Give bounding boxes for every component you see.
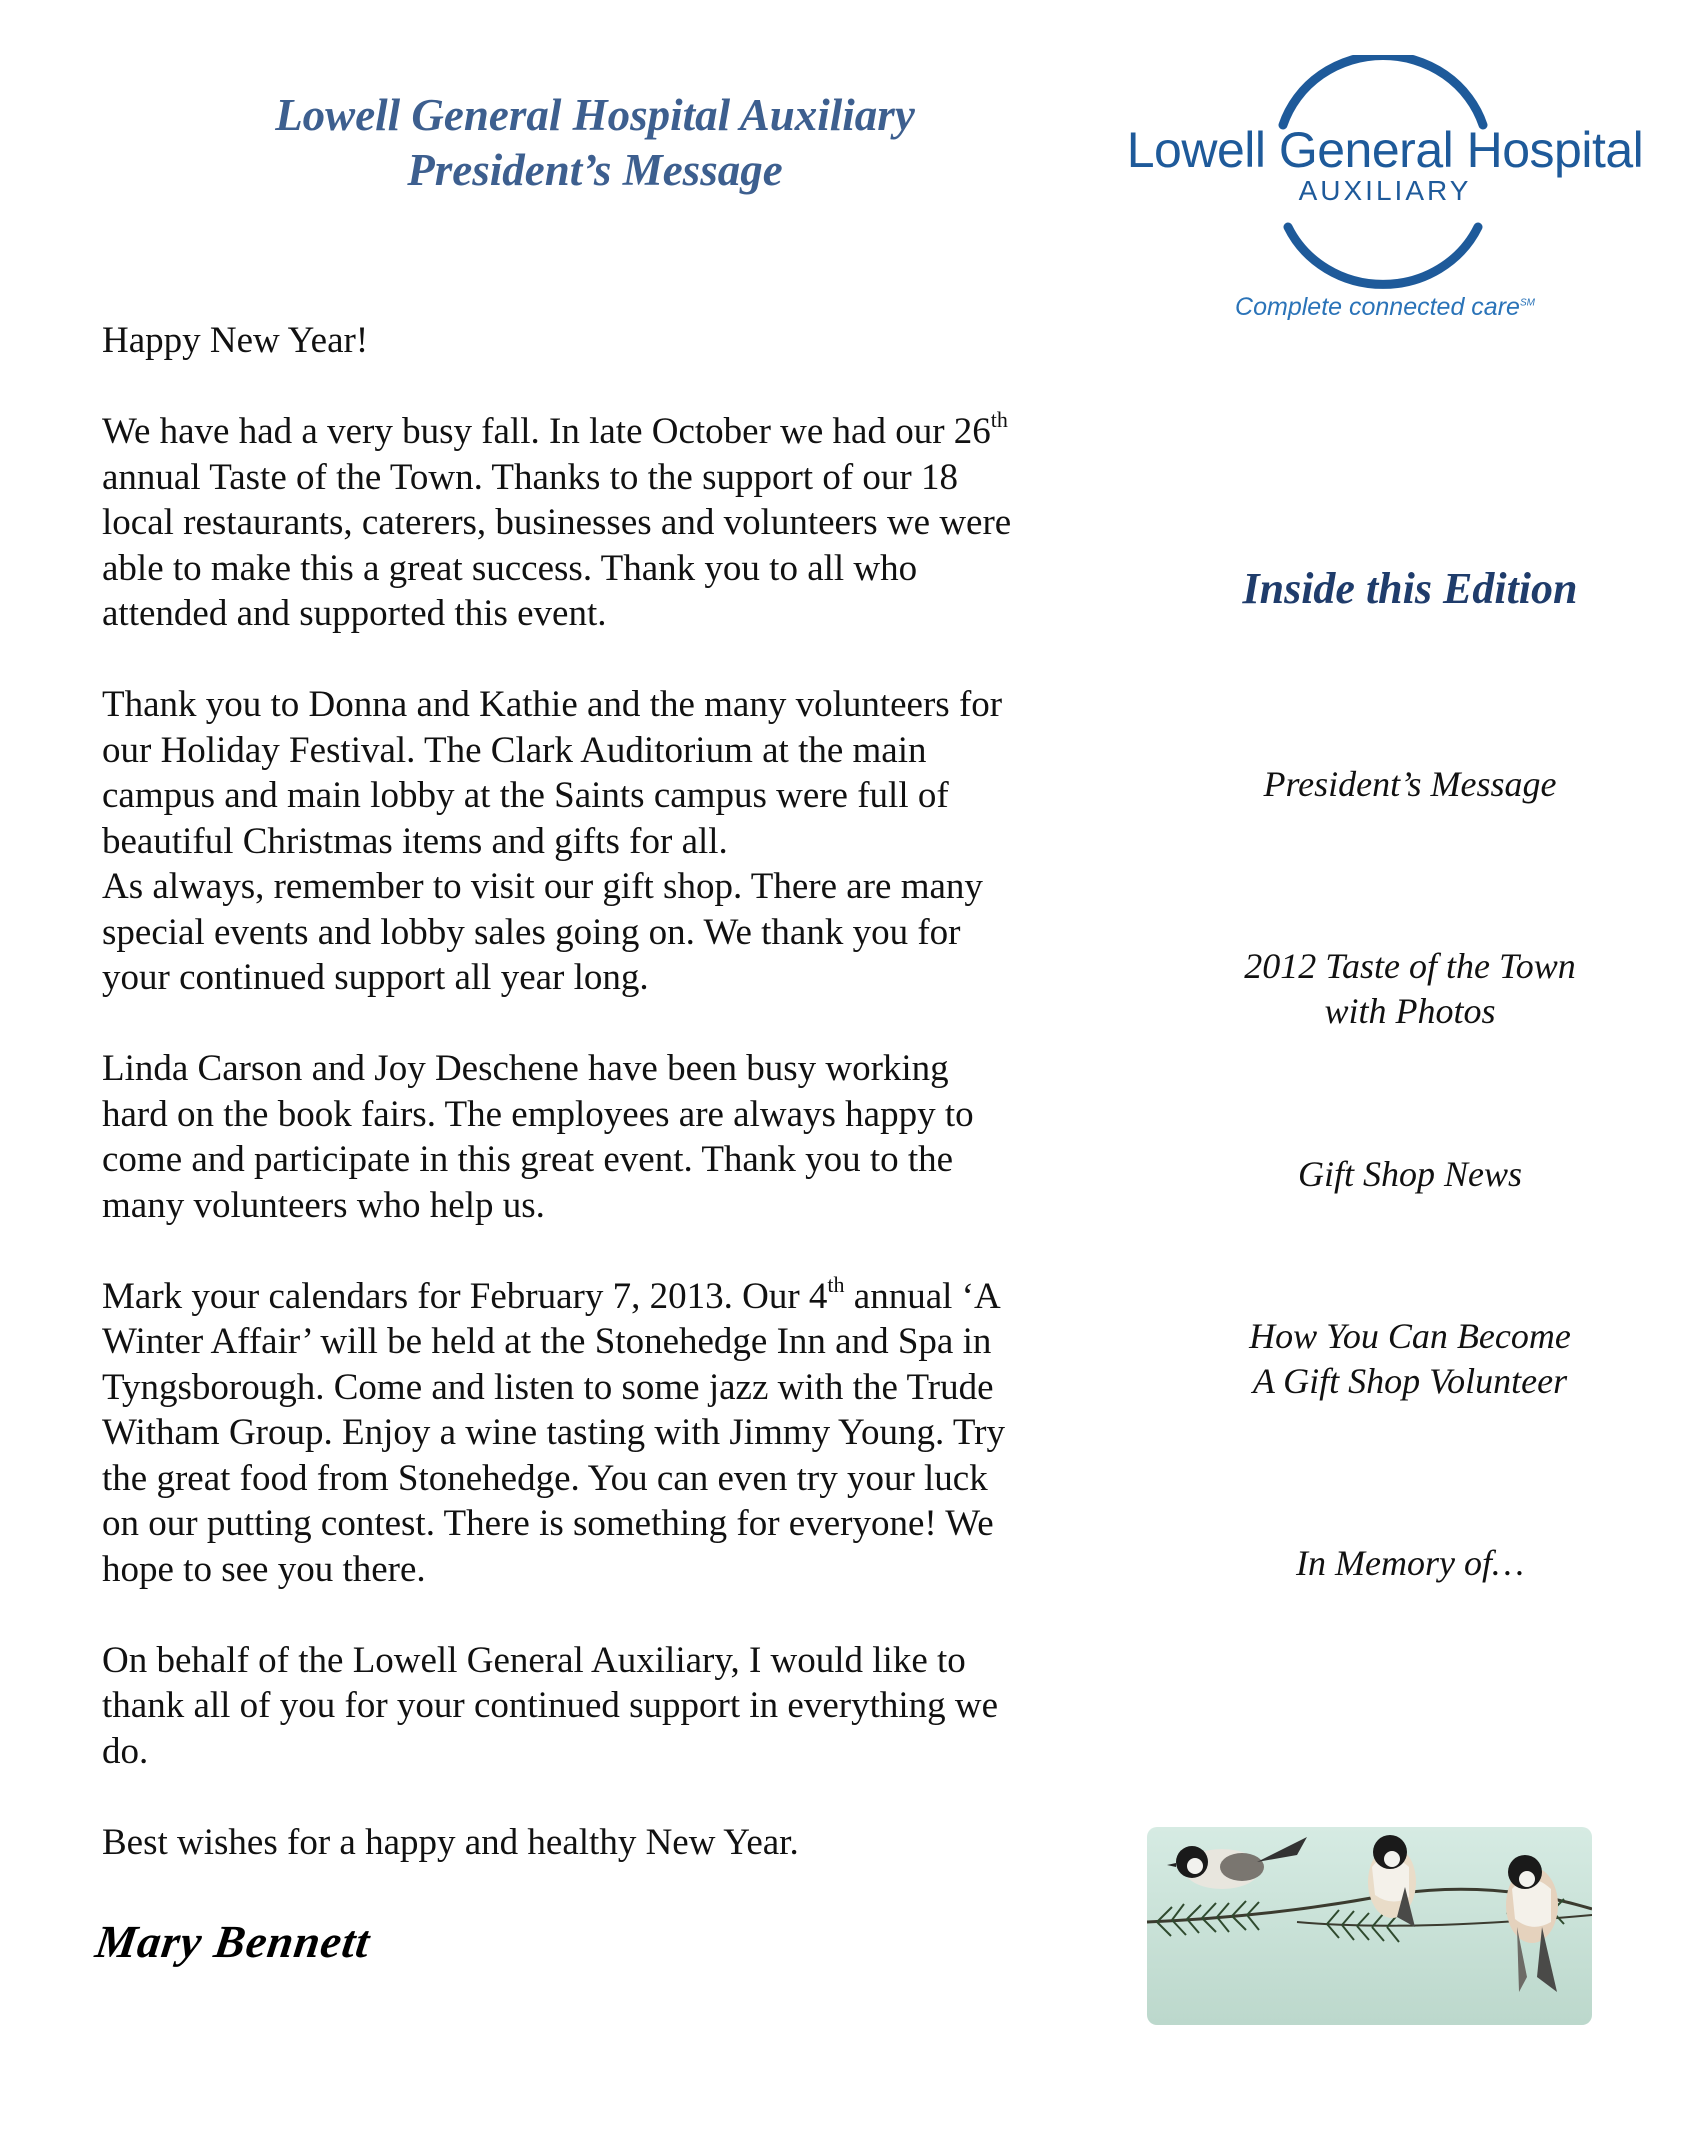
- ordinal-suffix: th: [990, 407, 1008, 432]
- hospital-logo: [1085, 55, 1685, 335]
- toc-item-label: Gift Shop News: [1297, 1154, 1522, 1194]
- toc-item-taste-of-the-town[interactable]: [1180, 944, 1640, 1034]
- letter-paragraph: [102, 1271, 1102, 1593]
- chickadee-birds-icon: [1147, 1827, 1592, 2025]
- toc-item-gift-shop-news[interactable]: [1180, 1152, 1640, 1197]
- letter-text: annual ‘A: [844, 1275, 1001, 1317]
- letter-line: local restaurants, caterers, businesses and volunteers we were: [102, 502, 1012, 543]
- toc-item-label: with Photos: [1324, 991, 1496, 1031]
- letter-paragraph: [102, 409, 1102, 637]
- letter-line: campus and main lobby at the Saints campus were full of: [102, 775, 949, 816]
- letter-line: annual Taste of the Town. Thanks to the support of our 18: [102, 456, 958, 498]
- letter-line: special events and lobby sales going on. We thank you for: [102, 911, 961, 953]
- letter-line: on our putting contest. There is something for everyone! We: [102, 1503, 994, 1544]
- letter-paragraph: [102, 682, 1102, 1001]
- toc-item-in-memory[interactable]: [1180, 1541, 1640, 1586]
- letter-line: able to make this a great success. Thank you to all who: [102, 547, 918, 589]
- logo-tagline-text: Complete connected care: [1235, 293, 1520, 321]
- toc-item-label: A Gift Shop Volunteer: [1252, 1361, 1568, 1401]
- president-letter: [102, 318, 1102, 1911]
- letter-text: We have had a very busy fall. In late October we had our 26: [102, 411, 991, 452]
- ordinal-suffix: th: [827, 1271, 845, 1297]
- signature: Mary Bennett: [92, 1916, 374, 1967]
- letter-line: [102, 409, 1102, 455]
- chickadee-illustration: [1147, 1827, 1592, 2025]
- letter-line: Witham Group. Enjoy a wine tasting with Jimmy Young. Try: [102, 1412, 1005, 1453]
- letter-line: As always, remember to visit our gift shop. There are many: [102, 866, 983, 907]
- letter-line: Tyngsborough. Come and listen to some jazz with the Trude: [102, 1366, 994, 1408]
- letter-text: Mark your calendars for February 7, 2013. Our 4: [102, 1275, 828, 1317]
- letter-line: hard on the book fairs. The employees are always happy to: [102, 1093, 974, 1135]
- letter-line: do.: [102, 1730, 149, 1772]
- logo-name: Lowell General Hospital: [1126, 122, 1644, 178]
- toc-item-label: 2012 Taste of the Town: [1244, 946, 1576, 986]
- letter-line: attended and supported this event.: [102, 593, 607, 634]
- newsletter-subtitle: President’s Message: [407, 145, 783, 195]
- letter-line: [102, 1271, 1102, 1320]
- toc-item-label: In Memory of…: [1296, 1543, 1524, 1583]
- letter-closing: Best wishes for a happy and healthy New Year.: [102, 1821, 799, 1863]
- newsletter-title: Lowell General Hospital Auxiliary: [275, 90, 915, 140]
- letter-line: thank all of you for your continued support in everything we: [102, 1685, 999, 1726]
- letter-line: many volunteers who help us.: [102, 1184, 545, 1226]
- letter-paragraph: [102, 1046, 1102, 1228]
- toc-item-become-volunteer[interactable]: [1180, 1314, 1640, 1404]
- toc-item-label: How You Can Become: [1249, 1316, 1571, 1356]
- letter-line: On behalf of the Lowell General Auxiliary, I would like to: [102, 1639, 966, 1681]
- letter-paragraph: [102, 1638, 1102, 1775]
- letter-line: the great food from Stonehedge. You can even try your luck: [102, 1457, 988, 1499]
- letter-greeting: Happy New Year!: [102, 320, 369, 361]
- toc-title: Inside this Edition: [1242, 564, 1578, 613]
- letter-line: your continued support all year long.: [102, 957, 649, 998]
- letter-line: our Holiday Festival. The Clark Auditorium at the main: [102, 729, 927, 771]
- letter-line: Linda Carson and Joy Deschene have been busy working: [102, 1048, 949, 1089]
- toc-item-label: President’s Message: [1263, 764, 1557, 804]
- toc-item-presidents-message[interactable]: [1180, 762, 1640, 807]
- letter-line: hope to see you there.: [102, 1548, 426, 1590]
- newsletter-header: [200, 88, 990, 198]
- letter-line: Winter Affair’ will be held at the Stonehedge Inn and Spa in: [102, 1321, 992, 1362]
- letter-line: beautiful Christmas items and gifts for all.: [102, 820, 728, 862]
- logo-subtitle: AUXILIARY: [1298, 175, 1472, 206]
- service-mark: SM: [1519, 297, 1535, 309]
- letter-line: Thank you to Donna and Kathie and the many volunteers for: [102, 684, 1003, 725]
- logo-tagline: [1085, 293, 1685, 322]
- letter-line: come and participate in this great event. Thank you to the: [102, 1139, 954, 1180]
